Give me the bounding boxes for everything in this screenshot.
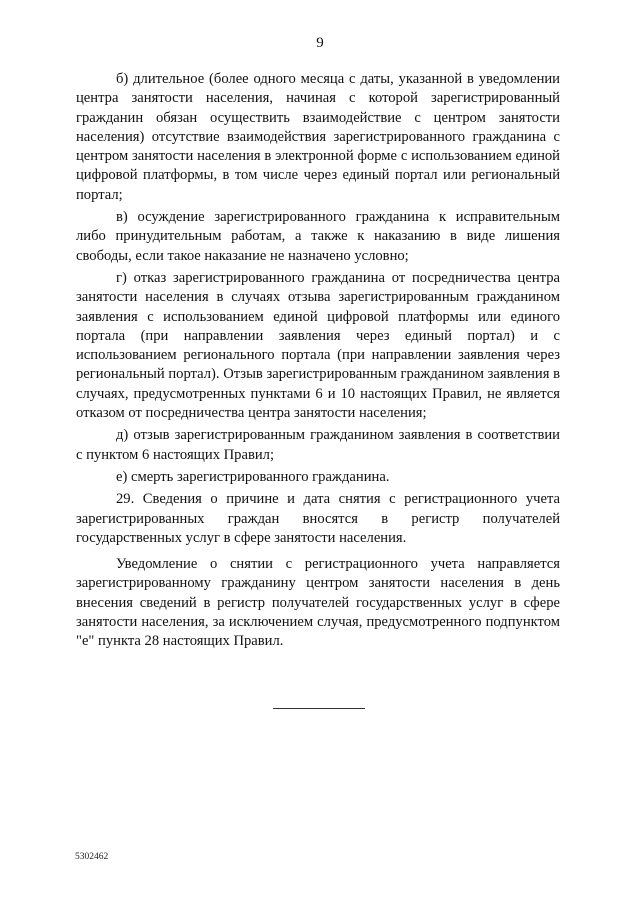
document-code: 5302462 [75, 852, 109, 862]
paragraph-g: г) отказ зарегистрированного гражданина от посредничества центра занятости населения в случаях отзыва зарегистрированным гражданином заявления с использованием единой цифровой платформы или единого портала (при направлении заявления через единый портал) и с использованием регионального портала (при направлении заявления через региональный портал). Отзыв зарегистрированным гражданином заявления в случаях, предусмотренных пунктами 6 и 10 настоящих Правил, не является отказом от посредничества центра занятости населения; [76, 269, 560, 422]
paragraph-notification: Уведомление о снятии с регистрационного учета направляется зарегистрированному гражданину центром занятости населения в день внесения сведений в регистр получателей государственных услуг в сфере занятости населения, за исключением случая, предусмотренного подпунктом "е" пункта 28 настоящих Правил. [76, 556, 560, 650]
document-body [76, 70, 560, 655]
end-separator-line [273, 708, 365, 709]
paragraph-v: в) осуждение зарегистрированного гражданина к исправительным либо принудительным работам, а также к наказанию в виде лишения свободы, если такое наказание не назначено условно; [76, 209, 560, 264]
paragraph-b: б) длительное (более одного месяца с даты, указанной в уведомлении центра занятости населения, начиная с которой зарегистрированный гражданин обязан осуществить взаимодействие с центром занятости населения) отсутствие взаимодействия зарегистрированного гражданина с центром занятости населения в электронной форме с использованием единой цифровой платформы, в том числе через единый портал или региональный портал; [76, 71, 560, 203]
paragraph-29: 29. Сведения о причине и дата снятия с регистрационного учета зарегистрированных граждан вносятся в регистр получателей государственных услуг в сфере занятости населения. [76, 491, 560, 546]
paragraph-e: е) смерть зарегистрированного гражданина. [116, 468, 390, 485]
page-number: 9 [316, 35, 324, 51]
paragraph-d: д) отзыв зарегистрированным гражданином заявления в соответствии с пунктом 6 настоящих Правил; [76, 427, 560, 463]
